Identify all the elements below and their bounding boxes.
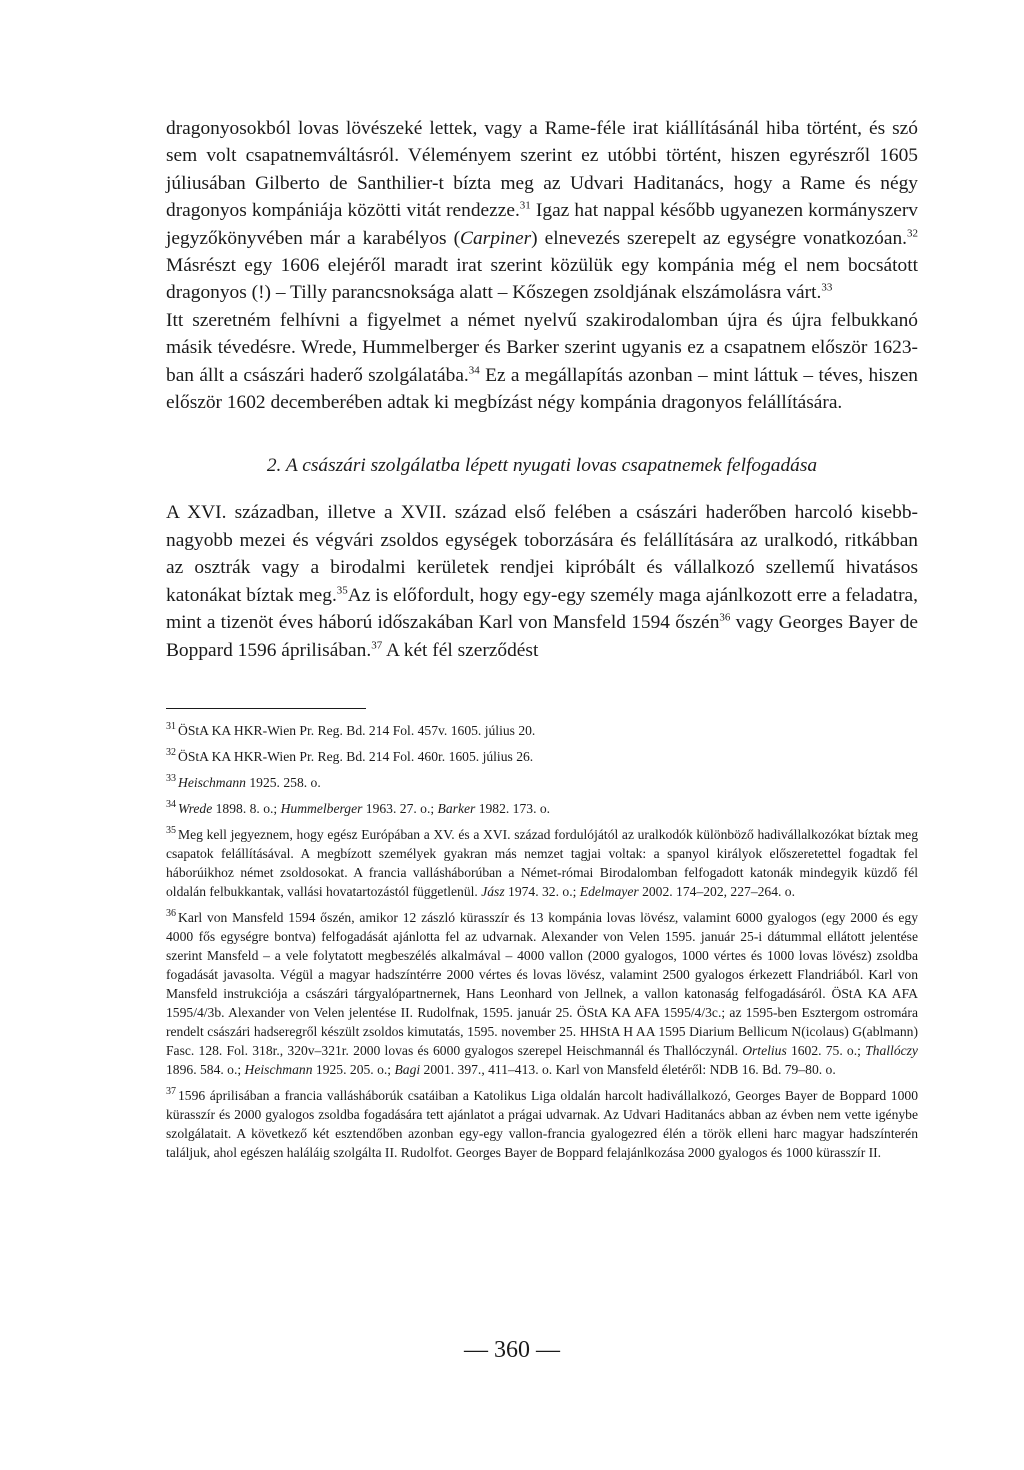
footnote-number: 36 <box>166 908 176 920</box>
footnote-text: 1896. 584. o.; <box>166 1061 245 1077</box>
footnote-text: Karl von Mansfeld 1594 őszén, amikor 12 zászló kürasszír és 13 kompánia lovas lövész, valamint 6000 gyalogos (egy 2000 és egy 4000 fős egységre bontva) felfogadását ajánlotta fel az udvarnak. Alexander von Velen 1595. január 25-i dátummal ellátott jelentése szerint Mansfeld – a vele folytatott megbeszélés alkalmával – 4000 vallon (2000 gyalogos, 1000 vértes és 1000 lovas lövész) zsoldba fogadását javasolta. Végül a magyar hadszíntérre 2000 vértes és lovas lövész, valamint 2500 gyalogos érkezett Flandriából. Karl von Mansfeld instrukciója a császári tárgyalópartnernek, Hans Leonhard von Jellnek, a vallon katonaság felfogadásáról. ÖStA KA AFA 1595/4/3b. Alexander von Velen jelentése II. Rudolfnak, 1595. január 25. ÖStA KA AFA 1595/4/3c.; az 1595-ben Esztergom ostromára rendelt császári hadseregről készült zsoldos kimutatás, 1595. november 25. HHStA H AA 1595 Diarium Bellicum N(icolaus) G(ablmann) Fasc. 128. Fol. 318r., 320v–321r. 2000 lovas és 6000 gyalogos szerepel Heischmannál és Thallóczynál. <box>166 909 918 1058</box>
footnote-ref-35[interactable]: 35 <box>336 584 348 597</box>
italic-term: Carpiner <box>460 227 532 249</box>
footnote-number: 32 <box>166 747 176 759</box>
footnote-ref-34[interactable]: 34 <box>468 364 480 377</box>
page-content <box>166 115 918 1169</box>
footnote-34 <box>166 799 918 818</box>
text-segment: ) elnevezés szerepelt az egységre vonatkozóan. <box>531 227 908 249</box>
footnote-author: Barker <box>437 800 476 816</box>
footnote-text: 1963. 27. o.; <box>362 800 438 816</box>
footnote-text: 1982. 173. o. <box>475 800 551 816</box>
footnote-author: Jász <box>481 883 505 899</box>
text-segment: vagy Georges Bayer de Boppard 1596 áprilisában. <box>166 612 918 661</box>
footnote-number: 31 <box>166 721 176 733</box>
footnote-ref-36[interactable]: 36 <box>719 611 731 624</box>
footnote-text: 2002. 174–202, 227–264. o. <box>638 883 795 899</box>
footnote-37 <box>166 1086 918 1162</box>
footnote-text: 1602. 75. o.; <box>786 1042 866 1058</box>
text-segment: A XVI. században, illetve a XVII. század első felében a császári haderőben harcoló kisebb-nagyobb mezei és végvári zsoldos egységek toborzására és felállítására az uralkodó, ritkábban az osztrák vagy a birodalmi kerületek rendjei kipróbált és vállalkozó szellemű hivatásos katonákat bíztak meg. <box>166 502 918 606</box>
footnote-text: 1974. 32. o.; <box>504 883 580 899</box>
footnote-author: Wrede <box>178 800 213 816</box>
paragraph-2 <box>166 307 918 417</box>
text-segment: dragonyosokból lovas lövészeké lettek, vagy a Rame-féle irat kiállításánál hiba történt, és szó sem volt csapatnemváltásról. Véleményem szerint ez utóbbi történt, hiszen egyrészről 1605 júliusában Gilberto de Santhilier-t bízta meg az Udvari Haditanács, hogy a Rame és négy dragonyos kompániája közötti vitát rendezze. <box>166 118 918 222</box>
paragraph-1 <box>166 115 918 307</box>
footnote-ref-33[interactable]: 33 <box>821 281 833 294</box>
footnote-ref-32[interactable]: 32 <box>907 227 919 240</box>
footnote-32 <box>166 747 918 766</box>
text-segment: Másrészt egy 1606 elejéről maradt irat szerint közülük egy kompánia még el nem bocsátott dragonyos (!) – Tilly parancsnoksága alatt – Kőszegen zsoldjának elszámolásra várt. <box>166 255 918 304</box>
footnote-text: ÖStA KA HKR-Wien Pr. Reg. Bd. 214 Fol. 457v. 1605. július 20. <box>178 722 536 738</box>
footnote-number: 34 <box>166 799 176 811</box>
footnote-text: Meg kell jegyeznem, hogy egész Európában a XV. és a XVI. század fordulójától az uralkodók különböző hadivállalkozókat bíztak meg csapatok felállításával. A megbízott személyek gyakran más nemzet tagjai voltak: a spanyol királyok előszeretettel fogadtak fel háborúikhoz német zsoldosokat. A francia vallásháborúban a Német-római Birodalomban felfogadott katonák mindegyik küzdő fél oldalán felbukkantak, vallási hovatartozástól függetlenül. <box>166 826 918 899</box>
footnote-ref-37[interactable]: 37 <box>371 639 383 652</box>
footnote-number: 35 <box>166 825 176 837</box>
footnote-31 <box>166 721 918 740</box>
text-segment: Igaz hat nappal később ugyanezen kormányszerv jegyzőkönyvében már a karabélyos ( <box>166 200 918 249</box>
footnote-number: 37 <box>166 1086 176 1098</box>
footnote-author: Ortelius <box>742 1042 787 1058</box>
page-number: — 360 — <box>464 1337 560 1363</box>
footnote-33 <box>166 773 918 792</box>
text-segment: Itt szeretném felhívni a figyelmet a német nyelvű szakirodalomban újra és újra felbukkanó másik tévedésre. Wrede, Hummelberger és Barker szerint ugyanis ez a csapatnem először 1623-ban állt a császári haderő szolgálatába. <box>166 309 918 386</box>
footnote-text: 1898. 8. o.; <box>212 800 281 816</box>
footnote-text: 2001. 397., 411–413. o. Karl von Mansfeld életéről: NDB 16. Bd. 79–80. o. <box>420 1061 836 1077</box>
footnote-35 <box>166 825 918 901</box>
text-segment: Ez a megállapítás azonban – mint láttuk – téves, hiszen először 1602 decemberében adtak ki megbízást négy kompánia dragonyos felállítására. <box>166 364 918 414</box>
footnote-divider <box>166 708 366 709</box>
footnote-author: Thallóczy <box>865 1042 918 1058</box>
footnotes-section <box>166 721 918 1162</box>
footnote-text: ÖStA KA HKR-Wien Pr. Reg. Bd. 214 Fol. 460r. 1605. július 26. <box>178 748 534 764</box>
text-segment: A két fél szerződést <box>382 639 539 661</box>
footnote-author: Edelmayer <box>579 883 639 899</box>
main-text <box>166 115 918 664</box>
footnote-author: Bagi <box>394 1061 421 1077</box>
footnote-author: Heischmann <box>178 774 246 790</box>
footnote-text: 1925. 258. o. <box>245 774 321 790</box>
footnote-36 <box>166 908 918 1079</box>
text-segment: Az is előfordult, hogy egy-egy személy maga ajánlkozott erre a feladatra, mint a tizenöt éves háború időszakában Karl von Mansfeld 1594 őszén <box>166 584 918 634</box>
footnote-ref-31[interactable]: 31 <box>519 199 531 212</box>
footnote-author: Hummelberger <box>280 800 363 816</box>
section-heading: 2. A császári szolgálatba lépett nyugati lovas csapatnemek felfogadása <box>266 455 818 477</box>
paragraph-3 <box>166 499 918 663</box>
footnote-text: 1925. 205. o.; <box>312 1061 395 1077</box>
footnote-number: 33 <box>166 773 176 785</box>
footnote-text: 1596 áprilisában a francia vallásháborúk csatáiban a Katolikus Liga oldalán harcolt hadivállalkozó, Georges Bayer de Boppard 1000 kürasszír és 2000 gyalogos zsoldba fogadására tett ajánlatot a prágai udvarnak. Az Udvari Haditanács abban az évben nem vette igénybe szolgálatait. A következő két esztendőben azonban egy-egy vallon-francia gyalogezred élén a török elleni harc magyar hadszínterén találjuk, ahol egészen haláláig szolgálta II. Rudolfot. Georges Bayer de Boppard felajánlkozása 2000 gyalogos és 1000 kürasszír II. <box>166 1087 918 1160</box>
footnote-author: Heischmann <box>244 1061 313 1077</box>
